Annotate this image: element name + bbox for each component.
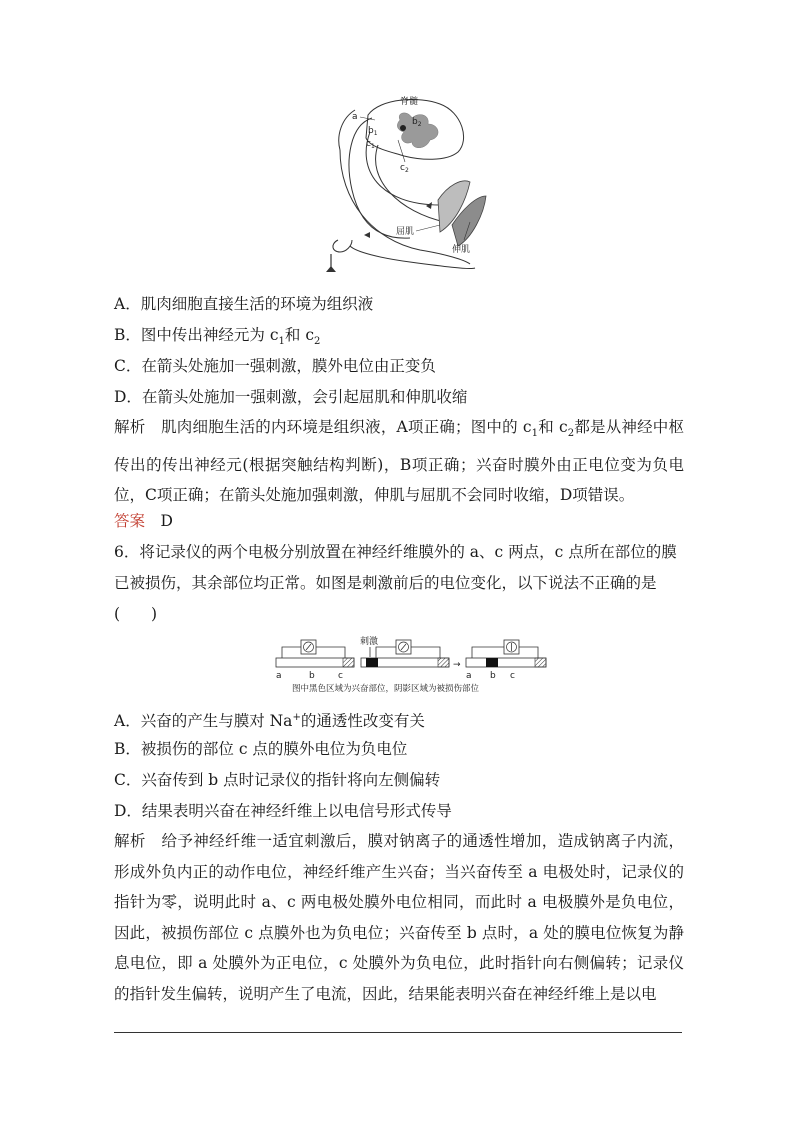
q6-analysis-text: 给予神经纤维一适宜刺激后，膜对钠离子的通透性增加，造成钠离子内流，形成外负内正的动作电位，神经纤维产生兴奋；当兴奋传至 a 电极处时，记录仪的指针为零，说明此时 a、c 两电极处膜外电位相同，而此时 a 电极膜外是负电位，因此，被损伤部位 c 点膜外也为负电位；兴奋传至 b 点时，a 处的膜电位恢复为静息电位，即 a 处膜外为正电位，c 处膜外为负电位，此时指针向右侧偏转；记录仪的指针发生偏转，说明产生了电流，因此，结果能表明兴奋在神经纤维上是以电: [114, 832, 684, 1003]
q5-answer-value: D: [160, 512, 173, 530]
fiber-panel-before: [276, 640, 354, 681]
q5-analysis-sub2: 2: [567, 428, 575, 440]
q6-option-a-text: A．兴奋的产生与膜对 Na: [114, 712, 293, 731]
point-b-label: b: [309, 671, 315, 681]
q5-option-c: C．在箭头处施加一强刺激，膜外电位由正变负: [114, 357, 436, 375]
q6-stem-line3: ( ): [114, 605, 158, 623]
q5-option-b: [114, 325, 320, 352]
pin-base: [326, 266, 336, 272]
q6-stem-line2: 已被损伤，其余部位均正常。如图是刺激前后的电位变化，以下说法不正确的是: [114, 574, 657, 592]
label-b2: $b_2$: [412, 117, 422, 128]
q5-analysis-label: 解析: [114, 418, 146, 436]
stimulus-hand: [333, 240, 352, 252]
label-a: a: [352, 112, 358, 122]
efferent-fiber-2: [376, 145, 445, 222]
q5-analysis-text2: 和 c: [538, 418, 568, 436]
q5-option-a: A．肌肉细胞直接生活的环境为组织液: [114, 295, 374, 313]
excited-region: [366, 658, 378, 667]
reflex-arc-figure: [0, 0, 794, 290]
fiber-panel-stimulus: [360, 635, 449, 667]
fiber-panel-after: [466, 640, 546, 681]
nerve-fiber: [276, 658, 354, 667]
nerve-fiber: [466, 658, 546, 667]
label-c1: $c_1$: [366, 139, 375, 150]
q5-analysis-text3: 都是从神经中枢传出的传出神经元(根据突触结构判断)，B项正确；兴奋时膜外由正电位变为负电位，C项正确；在箭头处施加强刺激，伸肌与屈肌不会同时收缩，D项错误。: [114, 418, 684, 505]
q5-option-b-sub1: 1: [278, 336, 285, 348]
page-bottom-rule: [114, 1032, 682, 1033]
q6-analysis: [114, 826, 684, 1010]
q5-option-b-sub2: 2: [314, 336, 321, 348]
q5-analysis-sub1: 1: [531, 428, 539, 440]
label-leader-flexor: [416, 225, 440, 231]
q6-option-c: C．兴奋传到 b 点时记录仪的指针将向左侧偏转: [114, 771, 441, 789]
q5-analysis-text1: 肌肉细胞生活的内环境是组织液，A项正确；图中的 c: [145, 418, 532, 436]
synapse-dot: [400, 125, 406, 131]
q6-option-a-sup: +: [292, 712, 301, 723]
label-c2: $c_2$: [400, 163, 409, 174]
label-spinal-cord: 脊髓: [400, 97, 419, 107]
damaged-region: [438, 658, 449, 667]
point-c-label: c: [338, 671, 343, 681]
q5-analysis: [114, 412, 684, 511]
label-extensor: 伸肌: [452, 245, 471, 255]
point-b-label: b: [490, 671, 496, 681]
label-b1: $b_1$: [368, 126, 378, 137]
damaged-region: [343, 658, 354, 667]
q6-option-b: B．被损伤的部位 c 点的膜外电位为负电位: [114, 740, 408, 758]
arrow-icon: [426, 202, 432, 209]
excited-region: [486, 658, 498, 667]
q6-option-a: [114, 708, 425, 731]
q5-answer: [114, 511, 173, 531]
q6-option-a-post: 的通透性改变有关: [300, 712, 425, 731]
q5-answer-spacer: [145, 512, 161, 530]
point-a-label: a: [276, 671, 282, 681]
label-leader-c2: [398, 140, 405, 162]
damaged-region: [535, 658, 546, 667]
arrow-icon: [364, 232, 370, 238]
arrow-right-icon: →: [453, 660, 461, 670]
point-c-label: c: [510, 671, 515, 681]
stimulus-label: 刺激: [360, 637, 379, 647]
q5-option-d: D．在箭头处施加一强刺激，会引起屈肌和伸肌收缩: [114, 388, 468, 406]
q6-analysis-label: 解析: [114, 832, 146, 850]
q5-option-b-text: B．图中传出神经元为 c: [114, 326, 279, 344]
label-flexor: 屈肌: [396, 227, 415, 237]
q5-option-b-mid: 和 c: [284, 326, 315, 344]
point-a-label: a: [466, 671, 472, 681]
q5-answer-label: 答案: [114, 512, 146, 530]
q6-figure-caption: 图中黑色区域为兴奋部位，阴影区域为被损伤部位: [292, 684, 480, 694]
q6-option-d: D．结果表明兴奋在神经纤维上以电信号形式传导: [114, 802, 452, 820]
q6-stem-line1: 6．将记录仪的两个电极分别放置在神经纤维膜外的 a、c 两点，c 点所在部位的膜: [114, 543, 677, 561]
